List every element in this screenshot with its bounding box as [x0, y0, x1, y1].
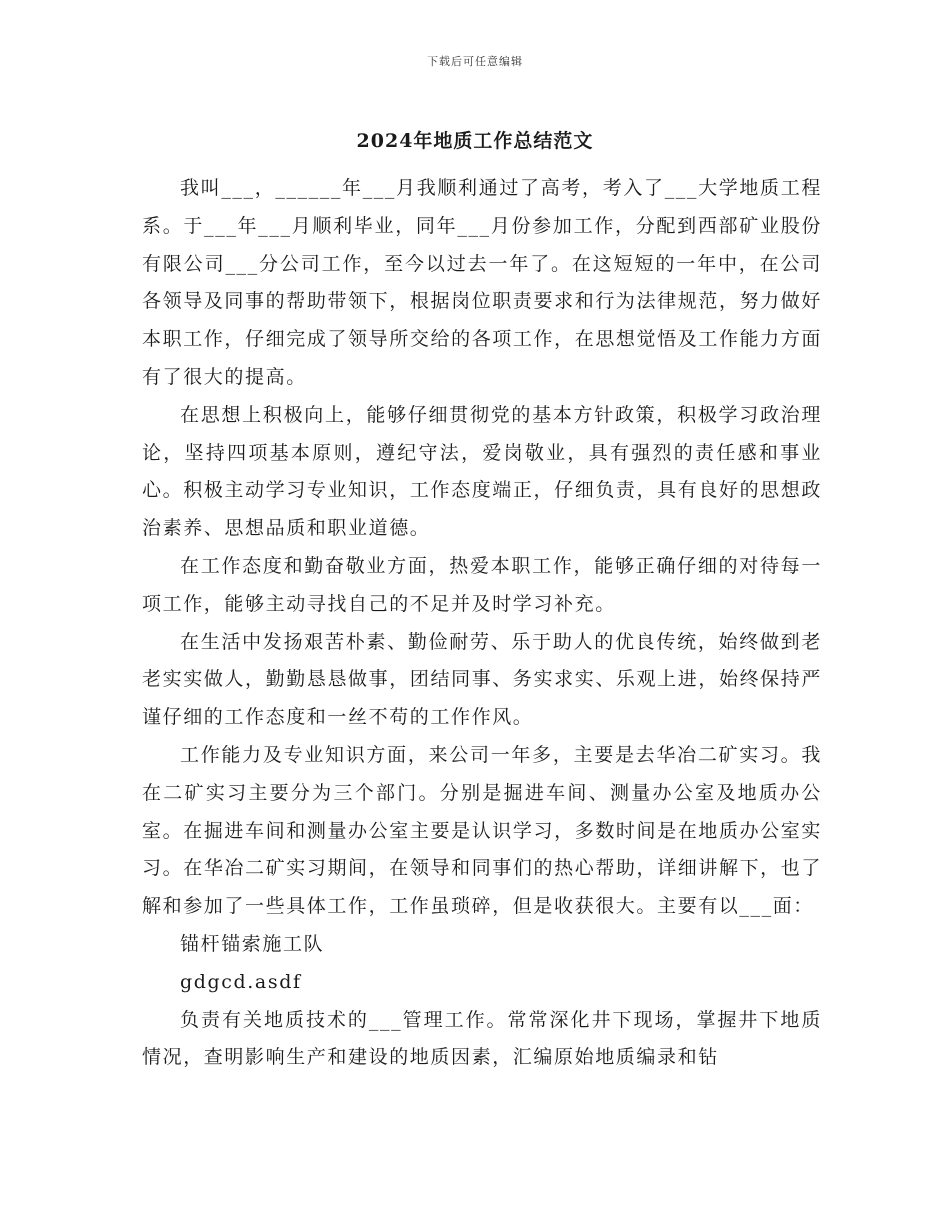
- document-title: 2024年地质工作总结范文: [356, 130, 594, 152]
- header-note: 下载后可任意编辑: [427, 55, 523, 68]
- paragraph-ability: 工作能力及专业知识方面，来公司一年多，主要是去华冶二矿实习。我在二矿实习主要分为三个部门。分别是掘进车间、测量办公室及地质办公室。在掘进车间和测量办公室主要是认识学习，多数时间是在地质办公室实习。在华冶二矿实习期间，在领导和同事们的热心帮助，详细讲解下，也了解和参加了一些具体工作，工作虽琐碎，但是收获很大。主要有以___面：: [142, 743, 822, 918]
- paragraph-life: 在生活中发扬艰苦朴素、勤俭耐劳、乐于助人的优良传统，始终做到老老实实做人，勤勤恳恳做事，团结同事、务实求实、乐观上进，始终保持严谨仔细的工作态度和一丝不苟的工作作风。: [142, 630, 822, 729]
- paragraph-intro: 我叫___，______年___月我顺利通过了高考，考入了___大学地质工程系。于___年___月顺利毕业，同年___月份参加工作，分配到西部矿业股份有限公司___分公司工作，至今以过去一年了。在这短短的一年中，在公司各领导及同事的帮助带领下，根据岗位职责要求和行为法律规范，努力做好本职工作，仔细完成了领导所交给的各项工作，在思想觉悟及工作能力方面有了很大的提高。: [142, 177, 822, 388]
- paragraph-team-heading: 锚杆锚索施工队: [180, 932, 325, 955]
- paragraph-responsibility: 负责有关地质技术的___管理工作。常常深化井下现场，掌握井下地质情况，查明影响生产和建设的地质因素，汇编原始地质编录和钻: [142, 1008, 822, 1069]
- paragraph-code-line: gdgcd.asdf: [180, 970, 302, 993]
- paragraph-attitude: 在工作态度和勤奋敬业方面，热爱本职工作，能够正确仔细的对待每一项工作，能够主动寻找自己的不足并及时学习补充。: [142, 554, 822, 615]
- paragraph-ideology: 在思想上积极向上，能够仔细贯彻党的基本方针政策，积极学习政治理论，坚持四项基本原则，遵纪守法，爱岗敬业，具有强烈的责任感和事业心。积极主动学习专业知识，工作态度端正，仔细负责，具有良好的思想政治素养、思想品质和职业道德。: [142, 403, 822, 540]
- document-body: [142, 170, 822, 1077]
